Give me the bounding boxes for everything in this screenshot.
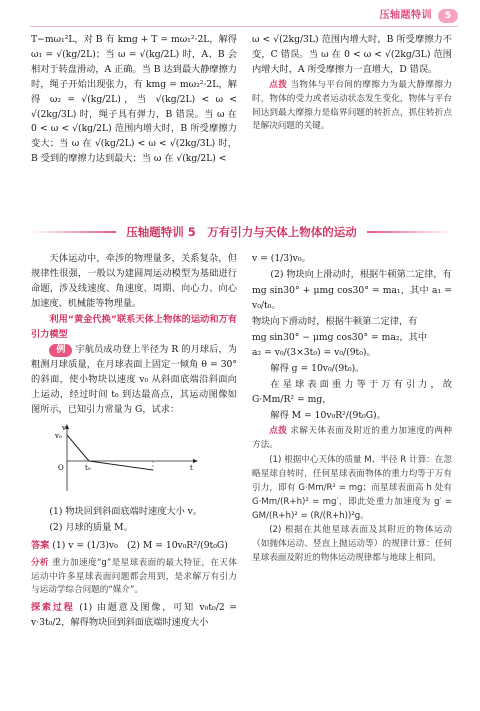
top-right-column	[252, 33, 452, 135]
method-tip-paragraph	[252, 425, 452, 453]
method-subheading: 利用“黄金代换”联系天体上物体的运动和万有引力模型	[31, 313, 237, 340]
solution-line-3: mg sin30° + μmg cos30° = ma₁，其中 a₁ = v₀/t₀。	[252, 284, 452, 311]
question-1: (1) 物块回到斜面底端时速度大小 v。	[49, 505, 203, 517]
analysis-paragraph	[31, 557, 237, 599]
explore-paragraph	[31, 601, 237, 631]
top-left-column	[31, 33, 237, 168]
intro-paragraph: 天体运动中，牵涉的物理量多，关系复杂，但规律性很强，一般以为建圆周运动模型为基础进行命题，涉及线速度、角速度、周期、向心力、向心加速度、机械能等物理量。	[31, 253, 237, 309]
example-paragraph	[31, 343, 237, 418]
solution-line-6: a₂ = v₀/(3×3t₀) = v₀/(9t₀)。	[252, 347, 376, 359]
tip-label: 点拨	[269, 79, 288, 90]
t-axis-label: t	[190, 463, 193, 472]
header-divider	[30, 26, 458, 27]
t0-label: t₀	[85, 463, 91, 472]
answer-text: (1) v = (1/3)v₀ (2) M = 10v₀R²/(9t₀G)	[52, 539, 228, 551]
v-axis-label: v	[62, 423, 66, 432]
solution-line-8: 在星球表面重力等于万有引力，故 G·Mm/R² = mg，	[252, 379, 452, 406]
v0-label: v₀	[55, 431, 62, 440]
question-2: (2) 月球的质量 M。	[49, 521, 133, 533]
solution-line-9: 解得 M = 10v₀R²/(9t₀G)。	[270, 410, 386, 422]
answer-label: 答案	[31, 539, 50, 551]
bottom-right-column	[252, 252, 452, 567]
solution-line-4: 物块向下滑动时，根据牛顿第二定律，有	[252, 315, 418, 327]
page-header	[380, 8, 459, 24]
continued-solution-text: T−mω₁²L，对 B 有 kmg + T = mω₁²·2L，解得 ω₁ = √(kg/2L)；当 ω = √(kg/2L) 时，A、B 会相对于转盘滑动，A 正确。当 B 达到最大静摩擦力时，绳子开始出现张力，有 kmg = mω₂²·2L，解得 ω₂ = √(kg/2L)，当 √(kg/2L) < ω < √(2kg/3L) 时，绳子具有弹力，B 错误。当 ω 在 0 < ω < √(kg/2L) 范围内增大时，B 所受摩擦力变大；当 ω 在 √(kg/2L) < ω < √(2kg/3L) 时，B 受到的摩擦力达到最大；当 ω 在 √(kg/2L) <	[31, 34, 237, 165]
example-tag: 例	[49, 344, 72, 357]
explore-text: (1) 由题意及图像，可知 v₀t₀/2 = v·3t₀/2，解得物块回到斜面底端时速度大小	[31, 602, 238, 629]
section-title: 压轴题特训 5 万有引力与天体上物体的运动	[126, 224, 357, 239]
method-tip-text: 求解天体表面及附近的重力加速度的两种方法。	[252, 425, 452, 450]
origin-label: O	[58, 463, 64, 472]
solution-line-5: mg sin30° − μmg cos30° = ma₂，其中	[252, 331, 428, 343]
solution-line-7: 解得 g = 10v₀/(9t₀)。	[270, 363, 365, 375]
answer-paragraph	[31, 539, 237, 554]
page-number-badge: 5	[438, 9, 458, 23]
continued-solution-text-right: ω < √(2kg/3L) 范围内增大时，B 所受摩擦力不变，C 错误。当 ω 在 0 < ω < √(2kg/3L) 范围内增大时，A 所受摩擦力一直增大，D 错误。	[252, 34, 452, 75]
upward-motion-line	[67, 435, 89, 461]
time-axis-arrow	[193, 459, 198, 463]
tip-paragraph	[252, 79, 452, 135]
header-title: 压轴题特训	[379, 10, 432, 21]
solution-line-1: v = (1/3)v₀。	[252, 253, 311, 264]
bottom-left-column	[31, 252, 237, 632]
method-2-paragraph: (2) 根据在其他星球表面及其附近的物体运动（如抛体运动、竖直上抛运动等）的规律计算：任何星球表面及附近的物体运动规律都与地球上相同。	[252, 525, 452, 564]
section-title-bar	[31, 221, 452, 243]
explore-label: 探索过程	[31, 602, 75, 614]
method-1-paragraph: (1) 根据中心天体的质量 M、半径 R 计算：在忽略星球自转时，任何星球表面物体的重力均等于万有引力，即有 G·Mm/R² = mg；而星球表面高 h 处有 G·Mm/(R+h)² = mg′，即此处重力加速度为 g′ = GM/(R+h)² = (R/(R+h))²g。	[252, 454, 452, 521]
example-text: 宇航员成功登上半径为 R 的月球后，为粗测月球质量，在月球表面上固定一倾角 θ = 30° 的斜面，使小物块以速度 v₀ 从斜面底端沿斜面向上运动，经过时间 t₀ 到达最高点，其运动图像如图所示，已知引力常量为 G，试求：	[31, 344, 237, 416]
solution-line-2: (2) 物块向上滑动时，根据牛顿第二定律，有	[270, 268, 452, 280]
analysis-label: 分析	[31, 557, 49, 568]
velocity-time-graph	[53, 423, 203, 495]
method-tip-label: 点拨	[269, 425, 288, 436]
analysis-text: 重力加速度“g”是星球表面的最大特征，在天体运动中许多星球表面问题都会用到，是求解万有引力与运动学综合问题的“媒介”。	[31, 557, 237, 596]
downward-motion-line	[89, 461, 153, 470]
tip-text: 当物体与平台间的摩擦力为最大静摩擦力时，物体的受力或者运动状态发生变化，物体与平台间达到最大摩擦力是临界问题的转折点，抓住转折点是解决问题的关键。	[252, 79, 452, 132]
